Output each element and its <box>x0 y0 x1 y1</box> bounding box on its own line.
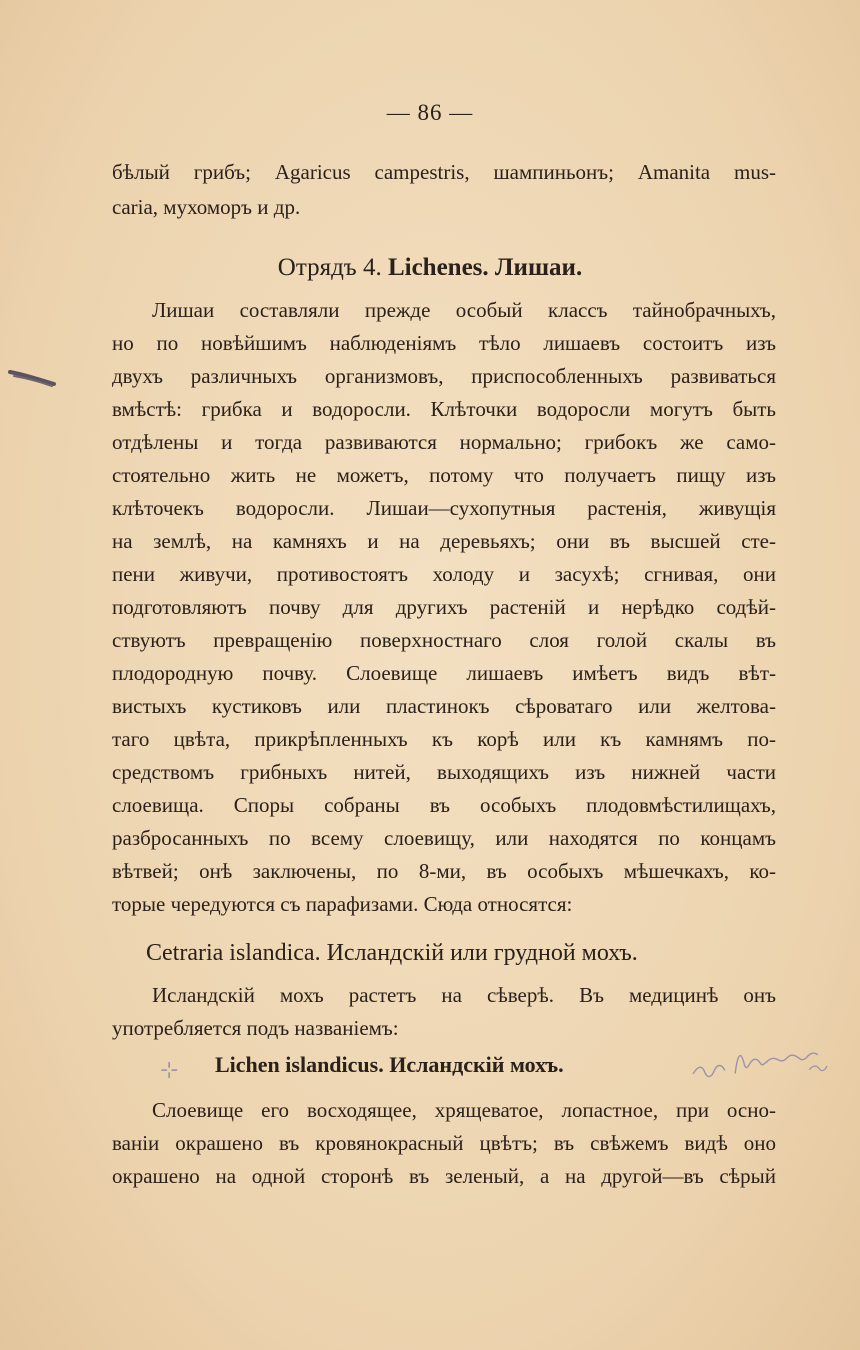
paragraph-line: средствомъ грибныхъ нитей, выходящихъ изъ нижней части <box>112 760 776 784</box>
paragraph-line: вмѣстѣ: грибка и водоросли. Клѣточки водоросли могутъ быть <box>112 397 776 421</box>
description-line: Слоевище его восходящее, хрящеватое, лопастное, при осно- <box>152 1098 776 1122</box>
page-number: — 86 — <box>386 100 474 125</box>
text-line: caria, мухоморъ и др. <box>112 195 301 219</box>
section-heading-prefix: Отрядъ 4. <box>277 254 382 281</box>
cetraria-line: Исландскій мохъ растетъ на сѣверѣ. Въ медицинѣ онъ <box>152 983 776 1007</box>
paragraph-line: разбросанныхъ по всему слоевищу, или находятся по концамъ <box>112 826 776 850</box>
paragraph-line: слоевища. Споры собраны въ особыхъ плодовмѣстилищахъ, <box>112 793 776 817</box>
cetraria-heading: Cetraria islandica. Исландскій или грудной мохъ. <box>146 940 638 966</box>
pencil-mark-icon <box>8 366 58 388</box>
paragraph-line: стоятельно жить не можетъ, потому что получаетъ пищу изъ <box>112 463 776 487</box>
cetraria-line: употребляется подъ названіемъ: <box>112 1016 399 1040</box>
pencil-cross-mark-icon: ⊹ <box>160 1058 179 1083</box>
paragraph-line: Лишаи составляли прежде особый классъ тайнобрачныхъ, <box>152 298 776 322</box>
paragraph-line: пени живучи, противостоятъ холоду и засухѣ; сгнивая, они <box>112 562 776 586</box>
paragraph-line: отдѣлены и тогда развиваются нормально; грибокъ же само- <box>112 430 776 454</box>
description-line: ваніи окрашено въ кровянокрасный цвѣтъ; въ свѣжемъ видѣ оно <box>112 1131 776 1155</box>
paragraph-line: ствуютъ превращенію поверхностнаго слоя голой скалы въ <box>112 628 776 652</box>
paragraph-line: двухъ различныхъ организмовъ, приспособленныхъ развиваться <box>112 364 776 388</box>
lichen-heading: Lichen islandicus. Исландскій мохъ. <box>215 1052 564 1077</box>
paragraph-line: подготовляютъ почву для другихъ растеній и нерѣдко содѣй- <box>112 595 776 619</box>
paragraph-line: вѣтвей; онѣ заключены, по 8-ми, въ особыхъ мѣшечкахъ, ко- <box>112 859 776 883</box>
paragraph-line: клѣточекъ водоросли. Лишаи—сухопутныя растенія, живущія <box>112 496 776 520</box>
section-heading-latin: Lichenes. <box>387 254 489 281</box>
paragraph-line: таго цвѣта, прикрѣпленныхъ къ корѣ или къ камнямъ по- <box>112 727 776 751</box>
paragraph-line: торые чередуются съ парафизами. Сюда относятся: <box>112 892 573 916</box>
paragraph-line: на землѣ, на камняхъ и на деревьяхъ; они въ высшей сте- <box>112 529 776 553</box>
description-line: окрашено на одной сторонѣ въ зеленый, а на другой—въ сѣрый <box>112 1164 776 1188</box>
paragraph-line: вистыхъ кустиковъ или пластинокъ сѣроватаго или желтова- <box>112 694 776 718</box>
paragraph-line: но по новѣйшимъ наблюденіямъ тѣло лишаевъ состоитъ изъ <box>112 331 776 355</box>
text-line: бѣлый грибъ; Agaricus campestris, шампиньонъ; Amanita mus- <box>112 160 776 184</box>
section-heading-russian: Лишаи. <box>494 254 583 281</box>
section-heading <box>0 254 860 282</box>
paragraph-line: плодородную почву. Слоевище лишаевъ имѣетъ видъ вѣт- <box>112 661 776 685</box>
